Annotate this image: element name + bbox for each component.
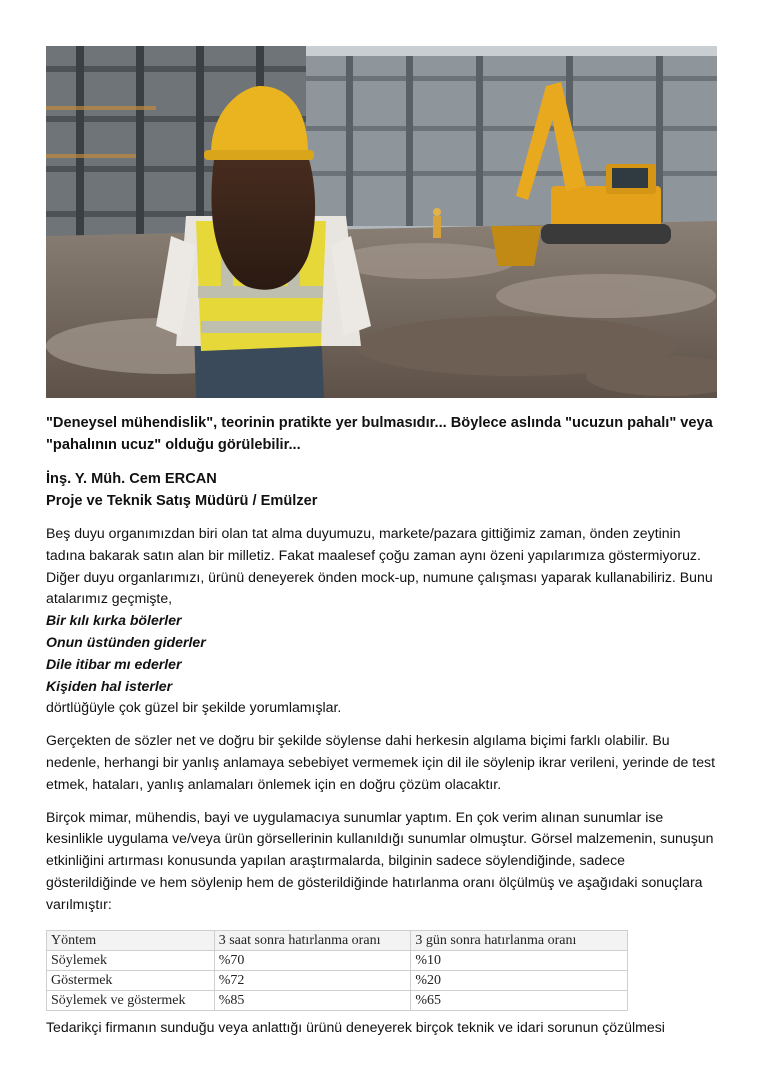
poem-after-text: dörtlüğüyle çok güzel bir şekilde yorumlamışlar. (46, 699, 342, 716)
article (46, 46, 717, 1038)
table-row (47, 970, 628, 990)
table-row (47, 950, 628, 970)
table-cell: %85 (214, 990, 411, 1010)
construction-site-illustration (46, 46, 717, 398)
author-role: Proje ve Teknik Satış Müdürü / Emülzer (46, 493, 318, 509)
table-cell: Göstermek (47, 970, 215, 990)
table-header-cell: Yöntem (47, 930, 215, 950)
table-cell: Söylemek ve göstermek (47, 990, 215, 1010)
table-cell: %70 (214, 950, 411, 970)
poem-line-4: Kişiden hal isterler (46, 677, 173, 694)
poem-line-3: Dile itibar mı ederler (46, 655, 182, 672)
paragraph-3: Birçok mimar, mühendis, bayi ve uygulamacıya sunumlar yaptım. En çok verim alınan sunumlar ise kesinlikle uygulama ve/veya ürün görsellerinin kullanıldığı sunumlar olmuştur. Görsel malzemenin, sunuşun etkinliğini artırması konusunda yapılan araştırmalarda, bilginin sadece söylendiğinde, sadece gösterildiğinde ve hem söylenip hem de gösterildiğinde hatırlanma oranı ölçülmüş ve aşağıdaki sonuçlara varılmıştır: (46, 808, 714, 912)
paragraph-1 (46, 523, 717, 719)
author-block (46, 468, 717, 512)
table-cell: %20 (411, 970, 628, 990)
poem-line-2: Onun üstünden giderler (46, 633, 206, 650)
paragraph-4: Tedarikçi firmanın sunduğu veya anlattığı ürünü deneyerek birçok teknik ve idari sorunun çözülmesi (46, 1018, 665, 1035)
construction-site-photo (46, 46, 717, 398)
table-cell: Söylemek (47, 950, 215, 970)
table-cell: %72 (214, 970, 411, 990)
author-name: İnş. Y. Müh. Cem ERCAN (46, 471, 217, 487)
paragraph-2: Gerçekten de sözler net ve doğru bir şekilde söylense dahi herkesin algılama biçimi farklı olabilir. Bu nedenle, herhangi bir yanlış anlamaya sebebiyet vermemek için dil ile söylenip ikrar verileni, yerinde de test etmek, hataları, yanlış anlamaları önlemek için en doğru çözüm olacaktır. (46, 732, 716, 792)
pull-quote: "Deneysel mühendislik", teorinin pratikte yer bulmasıdır... Böylece aslında "ucuzun pahalı" veya "pahalının ucuz" olduğu görülebilir... (46, 415, 713, 453)
table-header-cell: 3 gün sonra hatırlanma oranı (411, 930, 628, 950)
paragraph-1-text: Beş duyu organımızdan biri olan tat alma duyumuzu, markete/pazara gittiğimiz zaman, önden zeytinin tadına bakarak satın alan bir milletiz. Fakat maalesef çoğu zaman aynı özeni yapılarımıza göstermiyoruz. Diğer duyu organlarımızı, ürünü deneyerek önden mock-up, numune çalışması yaparak kullanabiliriz. Bunu atalarımız geçmişte, (46, 525, 713, 607)
table-header-row (47, 930, 628, 950)
table-cell: %65 (411, 990, 628, 1010)
recall-rate-table (46, 930, 628, 1011)
poem-line-1: Bir kılı kırka bölerler (46, 612, 182, 629)
table-row (47, 990, 628, 1010)
table-cell: %10 (411, 950, 628, 970)
table-header-cell: 3 saat sonra hatırlanma oranı (214, 930, 411, 950)
